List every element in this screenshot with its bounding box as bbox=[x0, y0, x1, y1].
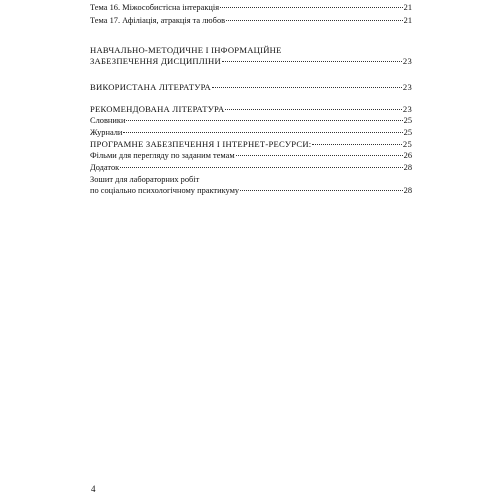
toc-entry-page: 25 bbox=[402, 139, 412, 149]
dot-leader bbox=[222, 61, 402, 62]
toc-entry-page: 23 bbox=[402, 104, 412, 114]
toc-entry-page: 21 bbox=[403, 3, 412, 12]
toc-entry-title: Тема 17. Афіліація, атракція та любов bbox=[90, 16, 226, 25]
dot-leader bbox=[236, 155, 403, 156]
toc-entry-topic17[interactable] bbox=[90, 16, 412, 26]
toc-entry-page: 28 bbox=[403, 163, 412, 172]
toc-entry-title: ЗАБЕЗПЕЧЕННЯ ДИСЦИПЛІНИ bbox=[90, 56, 221, 66]
toc-entry-journals[interactable] bbox=[90, 128, 412, 138]
toc-entry-page: 25 bbox=[403, 116, 412, 125]
toc-entry-title: по соціально психологічному практикуму bbox=[90, 186, 240, 195]
toc-entry-title: РЕКОМЕНДОВАНА ЛІТЕРАТУРА bbox=[90, 104, 225, 114]
toc-entry-page: 25 bbox=[403, 128, 412, 137]
toc-entry-title: Додаток bbox=[90, 163, 120, 172]
toc-entry-methodical[interactable] bbox=[90, 56, 412, 66]
dot-leader bbox=[120, 167, 402, 168]
toc-entry-page: 21 bbox=[403, 16, 412, 25]
toc-entry-page: 28 bbox=[403, 186, 412, 195]
toc-entry-appendix[interactable] bbox=[90, 163, 412, 173]
toc-entry-films[interactable] bbox=[90, 151, 412, 161]
toc-entry-title: Тема 16. Міжособистісна інтеракція bbox=[90, 3, 220, 12]
toc-entry-page: 23 bbox=[402, 56, 412, 66]
toc-entry-page: 23 bbox=[402, 82, 412, 92]
toc-entry-title: ПРОГРАМНЕ ЗАБЕЗПЕЧЕННЯ І ІНТЕРНЕТ-РЕСУРСИ: bbox=[90, 139, 312, 149]
dot-leader bbox=[212, 87, 402, 88]
dot-leader bbox=[226, 20, 403, 21]
dot-leader bbox=[240, 190, 403, 191]
dot-leader bbox=[126, 120, 402, 121]
dot-leader bbox=[312, 144, 401, 145]
toc-entry-topic16[interactable] bbox=[90, 3, 412, 13]
toc-entry-title: Фільми для перегляду по заданим темам bbox=[90, 151, 235, 160]
toc-entry-page: 26 bbox=[403, 151, 412, 160]
dot-leader bbox=[225, 109, 401, 110]
toc-entry-title: ВИКОРИСТАНА ЛІТЕРАТУРА bbox=[90, 82, 212, 92]
toc-entry-dictionaries[interactable] bbox=[90, 116, 412, 126]
toc-entry-software[interactable] bbox=[90, 139, 412, 149]
toc-entry-title: Журнали bbox=[90, 128, 123, 137]
toc-entry-title: Словники bbox=[90, 116, 126, 125]
page-number: 4 bbox=[91, 484, 96, 494]
dot-leader bbox=[220, 7, 403, 8]
dot-leader bbox=[123, 132, 402, 133]
toc-entry-workbook-line1: Зошит для лабораторних робіт bbox=[90, 175, 200, 184]
toc-entry-recommended-literature[interactable] bbox=[90, 104, 412, 114]
toc-entry-methodical-line1: НАВЧАЛЬНО-МЕТОДИЧНЕ І ІНФОРМАЦІЙНЕ bbox=[90, 45, 282, 55]
toc-entry-used-literature[interactable] bbox=[90, 82, 412, 92]
toc-entry-workbook[interactable] bbox=[90, 186, 412, 196]
